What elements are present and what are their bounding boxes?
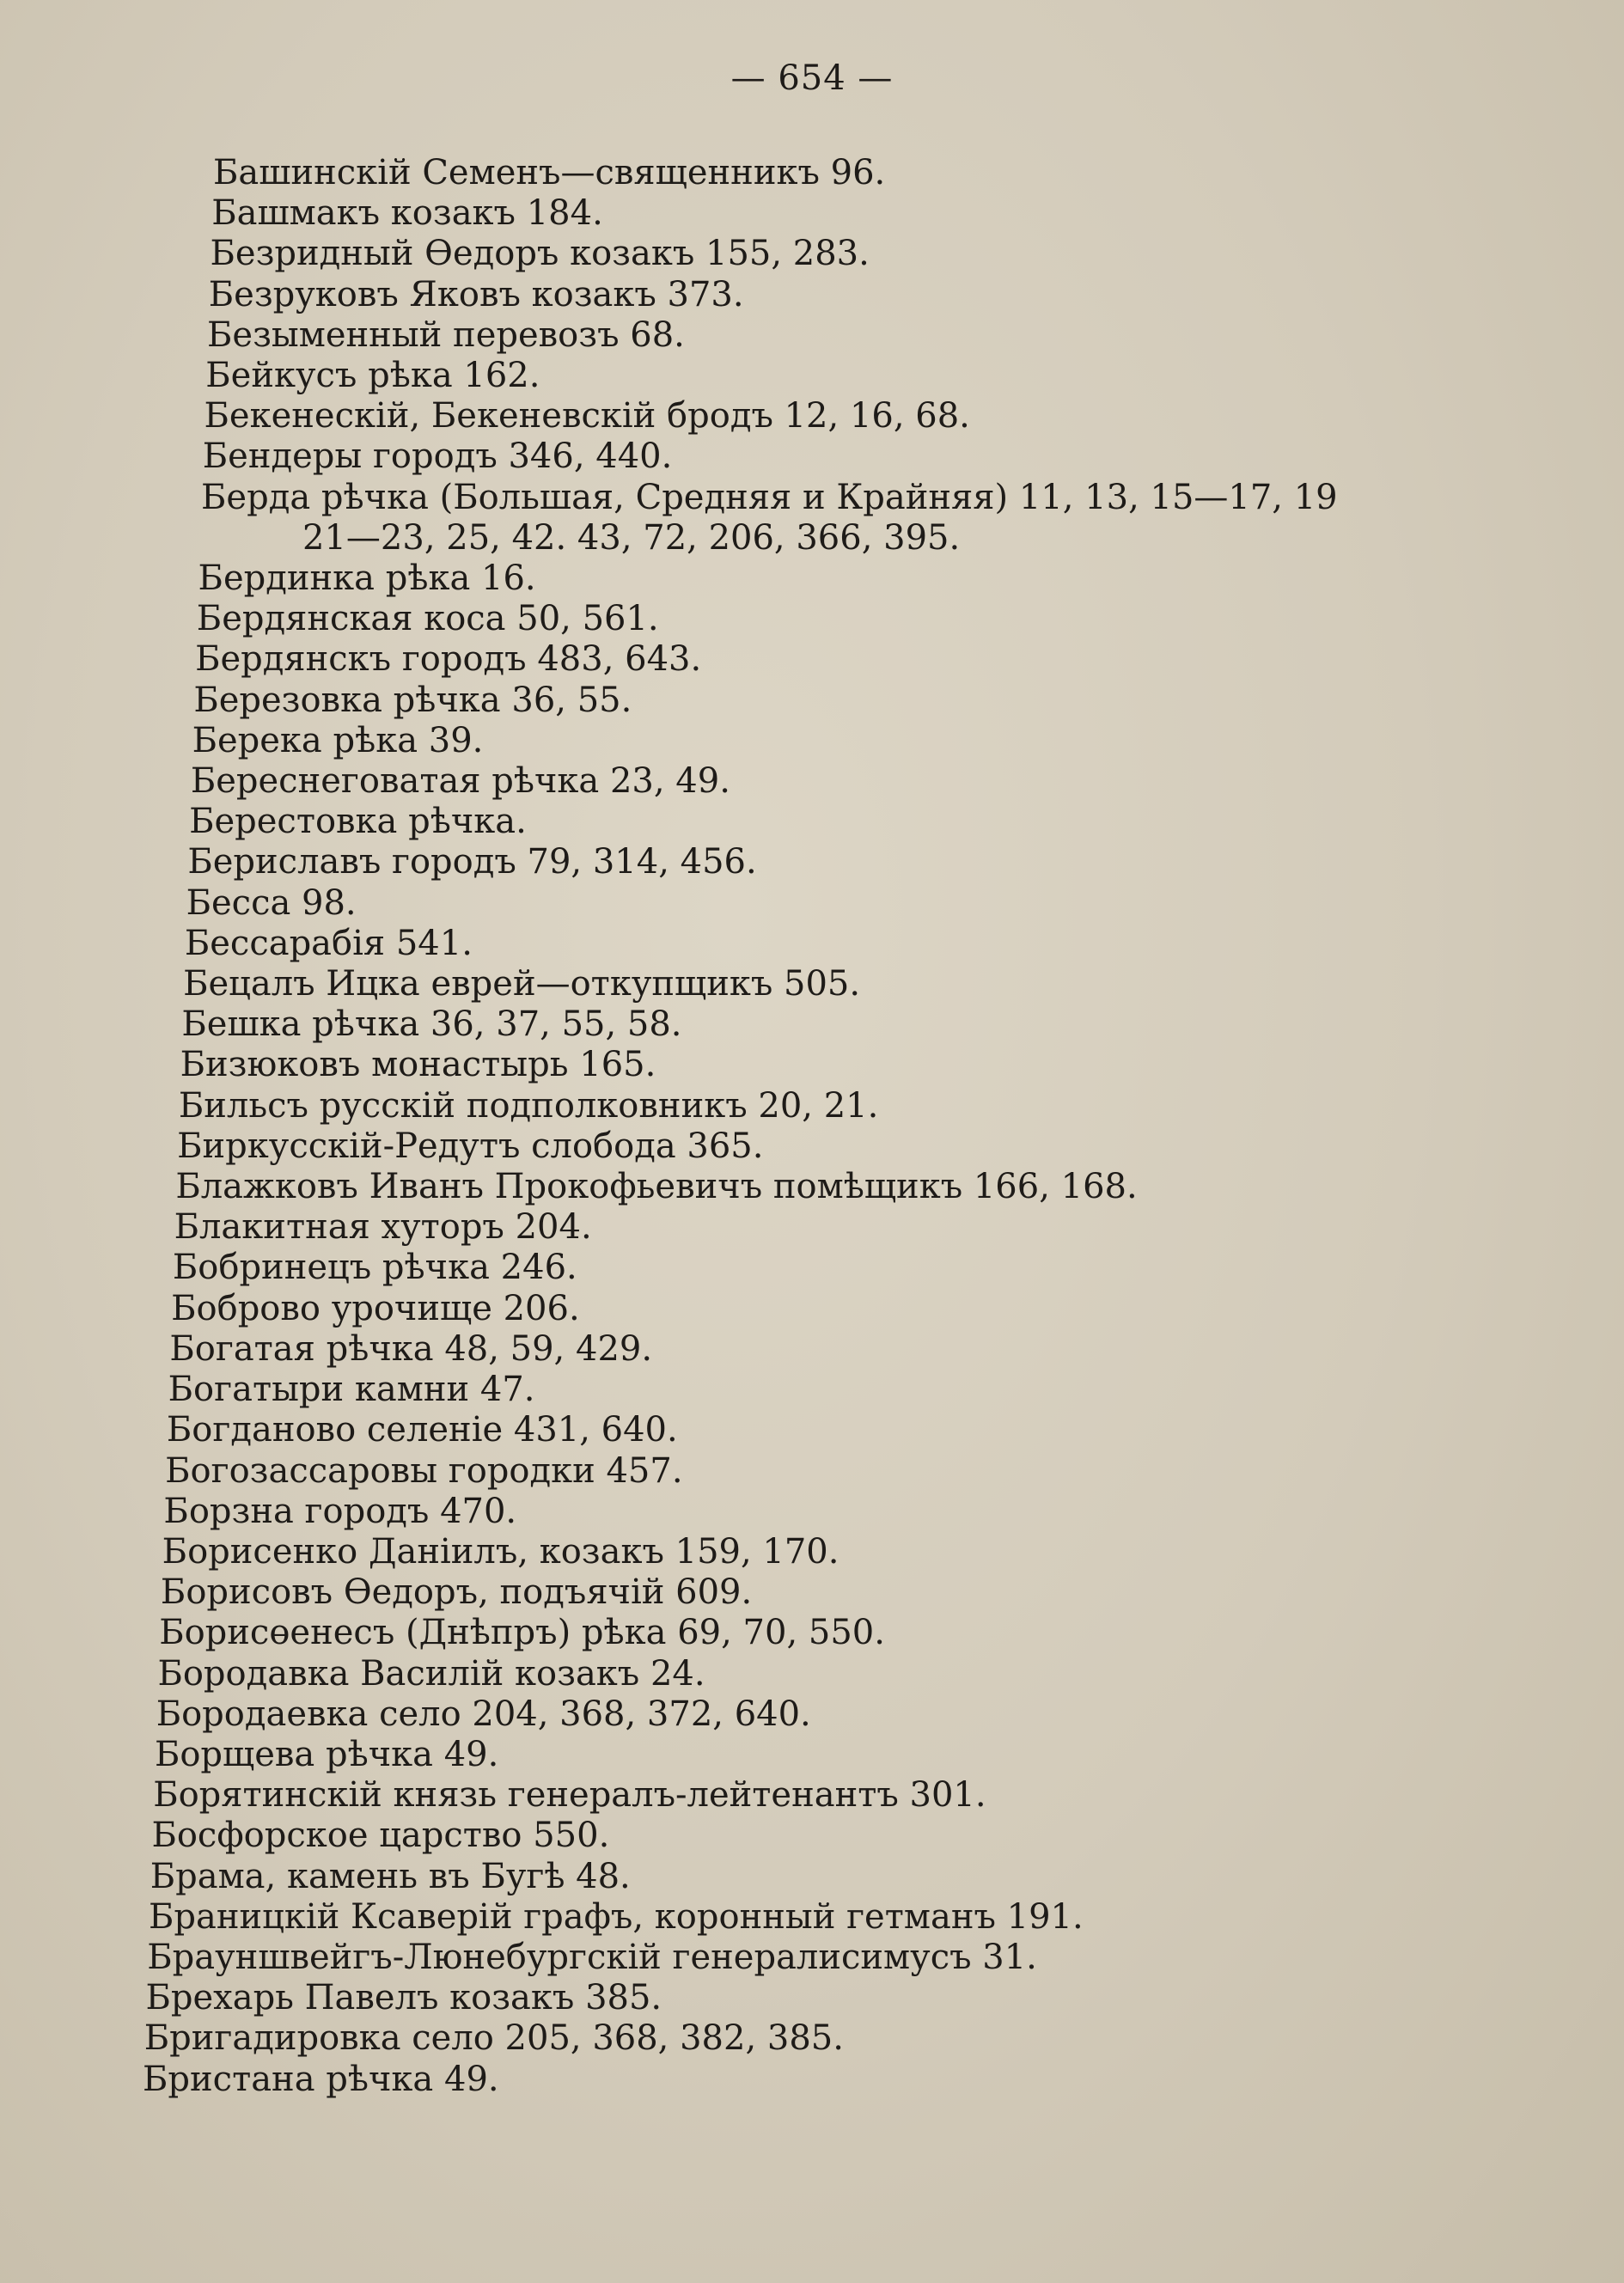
index-entry (0, 1207, 1624, 1248)
index-entry (0, 1613, 1624, 1653)
index-entry (0, 234, 1624, 274)
index-entry (0, 1045, 1624, 1085)
index-entry-text: Боброво урочище 206. (171, 1288, 580, 1328)
index-entry (0, 842, 1624, 882)
index-entry (0, 193, 1624, 234)
index-entry-text: Борисөенесъ (Днѣпръ) рѣка 69, 70, 550. (159, 1613, 885, 1653)
index-entry-text: Безыменный перевозъ 68. (207, 314, 685, 355)
index-entry (0, 1938, 1624, 1978)
page-number: — 654 — (730, 58, 894, 98)
index-entry (0, 2060, 1624, 2100)
index-entry (0, 1329, 1624, 1370)
index-entry-text: Береснеговатая рѣчка 23, 49. (190, 761, 730, 802)
index-entry-text: Бесса 98. (186, 882, 357, 923)
index-entry-text: Брама, камень въ Бугѣ 48. (150, 1856, 631, 1896)
index-entry-text: Берда рѣчка (Большая, Средняя и Крайняя) 11, 13, 15—17, 19 (201, 477, 1338, 517)
index-entry-text: Богатыри камни 47. (168, 1370, 535, 1410)
index-entry (0, 1654, 1624, 1694)
index-entry (0, 1735, 1624, 1775)
index-entry (0, 436, 1624, 477)
index-entry (0, 1248, 1624, 1288)
index-entry-text: Блажковъ Иванъ Прокофьевичъ помѣщикъ 166, 168. (175, 1167, 1138, 1207)
index-entry-text: Бригадировка село 205, 368, 382, 385. (143, 2018, 844, 2059)
index-entry (0, 1816, 1624, 1856)
index-entry (0, 356, 1624, 396)
index-entry-text: Бецалъ Ицка еврей—откупщикъ 505. (183, 964, 861, 1004)
index-entry-text: Бердинка рѣка 16. (198, 559, 536, 599)
index-entry (0, 1086, 1624, 1126)
index-entry-text: Борятинскій князь генералъ-лейтенантъ 301. (153, 1775, 986, 1816)
index-entry (0, 802, 1624, 842)
index-entry (0, 1492, 1624, 1532)
index-entry (0, 1978, 1624, 2018)
index-entry-text: Бородавка Василій козакъ 24. (157, 1653, 705, 1694)
index-entry (0, 599, 1624, 639)
index-entry (0, 883, 1624, 924)
index-entry (0, 559, 1624, 599)
index-entry (0, 396, 1624, 436)
index-entry-text: Бобринецъ рѣчка 246. (172, 1248, 577, 1288)
index-entry-text: Бристана рѣчка 49. (143, 2059, 499, 2099)
index-entry-text: Бородаевка село 204, 368, 372, 640. (156, 1694, 811, 1734)
index-entry-text: Бердянская коса 50, 561. (196, 599, 659, 639)
index-entry (0, 964, 1624, 1004)
index-entry (0, 721, 1624, 761)
index-entry-text: Борзна городъ 470. (163, 1491, 517, 1531)
index-entry-text: Башмакъ козакъ 184. (211, 193, 603, 234)
index-entry (0, 153, 1624, 193)
index-entry-text: Брехарь Павелъ козакъ 385. (145, 1978, 662, 2018)
index-entry (0, 1857, 1624, 1897)
index-entry (0, 275, 1624, 315)
index-entry (0, 1572, 1624, 1613)
index-entry (0, 1775, 1624, 1816)
index-entry-continuation: 21—23, 25, 42. 43, 72, 206, 366, 395. (302, 517, 961, 558)
index-entry-text: Борисенко Даніилъ, козакъ 159, 170. (162, 1531, 839, 1572)
index-entry-text: Бердянскъ городъ 483, 643. (195, 639, 702, 680)
index-entry-text: Бессарабія 541. (184, 923, 473, 963)
index-entry-text: Бейкусъ рѣка 162. (205, 356, 540, 396)
index-entry (0, 681, 1624, 721)
index-entry-text: Берестовка рѣчка. (189, 802, 527, 842)
index-entry-text: Браницкій Ксаверій графъ, коронный гетманъ 191. (148, 1896, 1084, 1937)
index-entry-text: Биркусскій-Редутъ слобода 365. (177, 1126, 764, 1166)
index-entry-text: Бендеры городъ 346, 440. (202, 436, 673, 477)
index-entry-text: Бильсъ русскій подполковникъ 20, 21. (178, 1085, 879, 1126)
index-entry-text: Брауншвейгъ-Люнебургскій генералисимусъ 31. (147, 1937, 1037, 1977)
index-entry-text: Бешка рѣчка 36, 37, 55, 58. (181, 1004, 682, 1045)
index-entry-text: Блакитная хуторъ 204. (174, 1207, 592, 1248)
index-entry (0, 1167, 1624, 1207)
index-entry (0, 1897, 1624, 1938)
index-entry (0, 1694, 1624, 1735)
index-entry (0, 2018, 1624, 2059)
index-entry (0, 1451, 1624, 1492)
index-entry-text: Безридный Өедоръ козакъ 155, 283. (210, 234, 870, 274)
index-entry-text: Березовка рѣчка 36, 55. (193, 680, 632, 720)
index-entry (0, 761, 1624, 802)
index-entries (0, 153, 1624, 2100)
index-entry-text: Бизюковъ монастырь 165. (180, 1045, 656, 1085)
index-entry (0, 1126, 1624, 1167)
index-entry (0, 1370, 1624, 1410)
index-entry (0, 1532, 1624, 1572)
index-entry-text: Безруковъ Яковъ козакъ 373. (208, 274, 744, 314)
index-entry (0, 924, 1624, 964)
index-entry-text: Богданово селеніе 431, 640. (166, 1410, 678, 1450)
index-entry (0, 315, 1624, 356)
index-entry-text: Бекенескій, Бекеневскій бродъ 12, 16, 68. (204, 396, 970, 436)
index-entry-text: Башинскій Семенъ—священникъ 96. (213, 153, 886, 192)
index-entry-text: Борисовъ Өедоръ, подъячій 609. (160, 1572, 753, 1613)
index-entry (0, 478, 1624, 559)
index-entry-text: Берека рѣка 39. (192, 720, 484, 760)
index-entry-text: Борщева рѣчка 49. (154, 1734, 499, 1774)
index-entry-text: Богозассаровы городки 457. (165, 1450, 683, 1491)
index-entry-text: Бериславъ городъ 79, 314, 456. (187, 842, 757, 882)
index-entry-text: Богатая рѣчка 48, 59, 429. (169, 1328, 653, 1369)
index-entry (0, 1289, 1624, 1329)
index-entry (0, 1410, 1624, 1450)
index-entry (0, 639, 1624, 680)
index-entry (0, 1004, 1624, 1045)
index-entry-text: Босфорское царство 550. (151, 1816, 610, 1856)
